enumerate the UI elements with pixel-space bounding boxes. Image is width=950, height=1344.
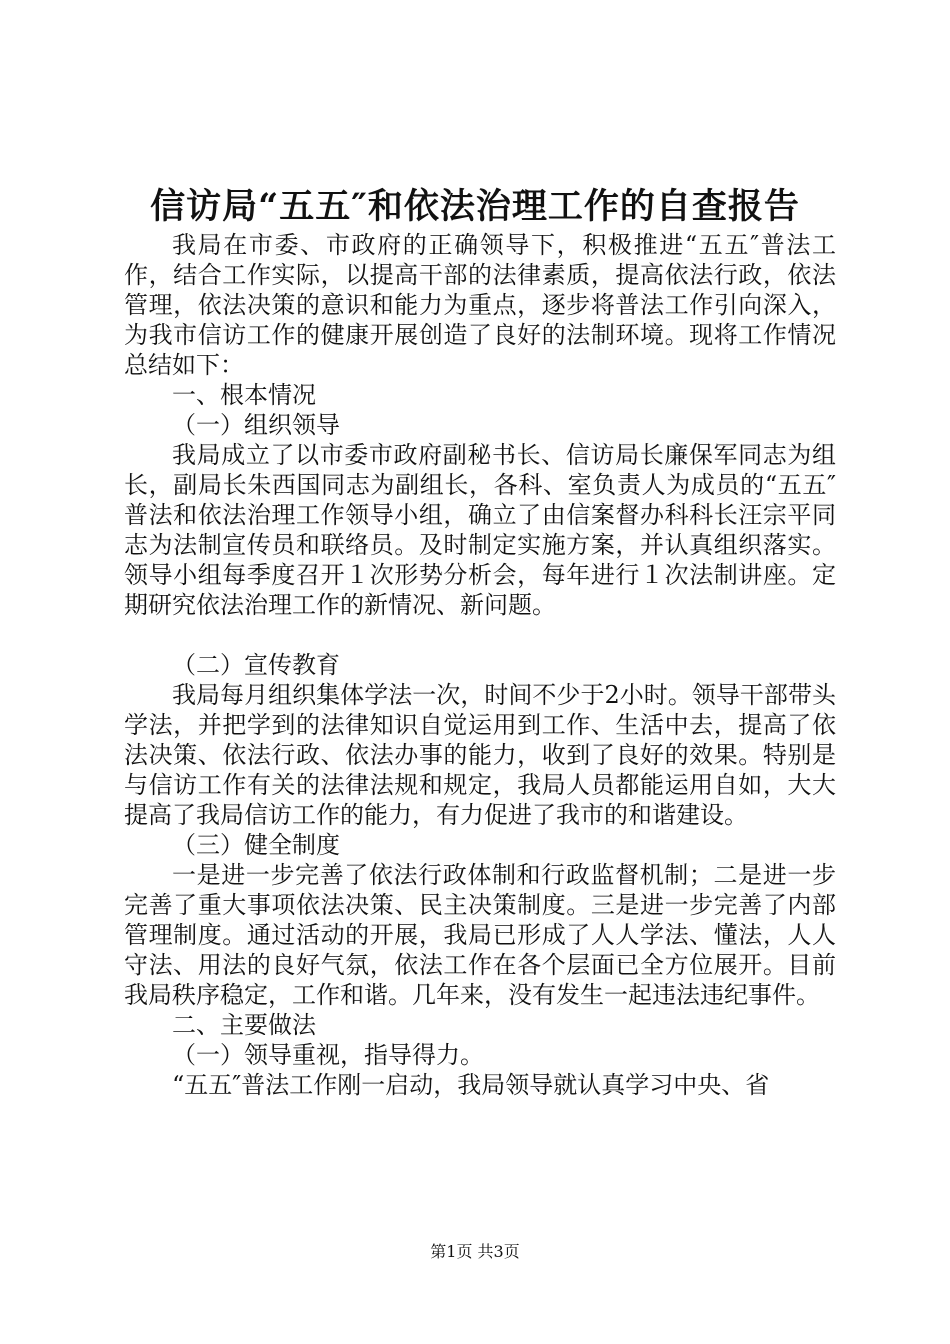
- system-paragraph: 一是进一步完善了依法行政体制和行政监督机制；二是进一步完善了重大事项依法决策、民主决策制度。三是进一步完善了内部管理制度。通过活动的开展，我局已形成了人人学法、懂法，人人守法、用法的良好气氛，依法工作在各个层面已全方位展开。目前我局秩序稳定，工作和谐。几年来，没有发生一起违法违纪事件。: [124, 861, 836, 1009]
- section-heading-main-practices: 二、主要做法: [172, 1011, 316, 1039]
- publicity-paragraph: 我局每月组织集体学法一次，时间不少于2小时。领导干部带头学法，并把学到的法律知识自觉运用到工作、生活中去，提高了依法决策、依法行政、依法办事的能力，收到了良好的效果。特别是与信访工作有关的法律法规和规定，我局人员都能运用自如，大大提高了我局信访工作的能力，有力促进了我市的和谐建设。: [124, 681, 836, 829]
- intro-paragraph: 我局在市委、市政府的正确领导下，积极推进“五五″普法工作，结合工作实际，以提高干部的法律素质，提高依法行政，依法管理，依法决策的意识和能力为重点，逐步将普法工作引向深入，为我市信访工作的健康开展创造了良好的法制环境。现将工作情况总结如下：: [124, 231, 836, 379]
- leadership-paragraph: “五五″普法工作刚一启动，我局领导就认真学习中央、省: [172, 1071, 770, 1099]
- subsection-heading-publicity: （二）宣传教育: [172, 651, 340, 679]
- organization-paragraph: 我局成立了以市委市政府副秘书长、信访局长廉保军同志为组长，副局长朱西国同志为副组长，各科、室负责人为成员的“五五″普法和依法治理工作领导小组，确立了由信案督办科科长汪宗平同志为法制宣传员和联络员。及时制定实施方案，并认真组织落实。领导小组每季度召开１次形势分析会，每年进行１次法制讲座。定期研究依法治理工作的新情况、新问题。: [124, 441, 836, 619]
- subsection-heading-system: （三）健全制度: [172, 831, 340, 859]
- section-heading-basic-situation: 一、根本情况: [172, 381, 316, 409]
- paragraph-spacer: [124, 620, 836, 650]
- page-number: 第1页 共3页: [430, 1242, 520, 1261]
- document-title: 信访局“五五″和依法治理工作的自查报告: [150, 186, 800, 227]
- subsection-heading-leadership: （一）领导重视，指导得力。: [172, 1041, 484, 1069]
- subsection-heading-organization: （一）组织领导: [172, 411, 340, 439]
- document-body: [124, 230, 836, 1100]
